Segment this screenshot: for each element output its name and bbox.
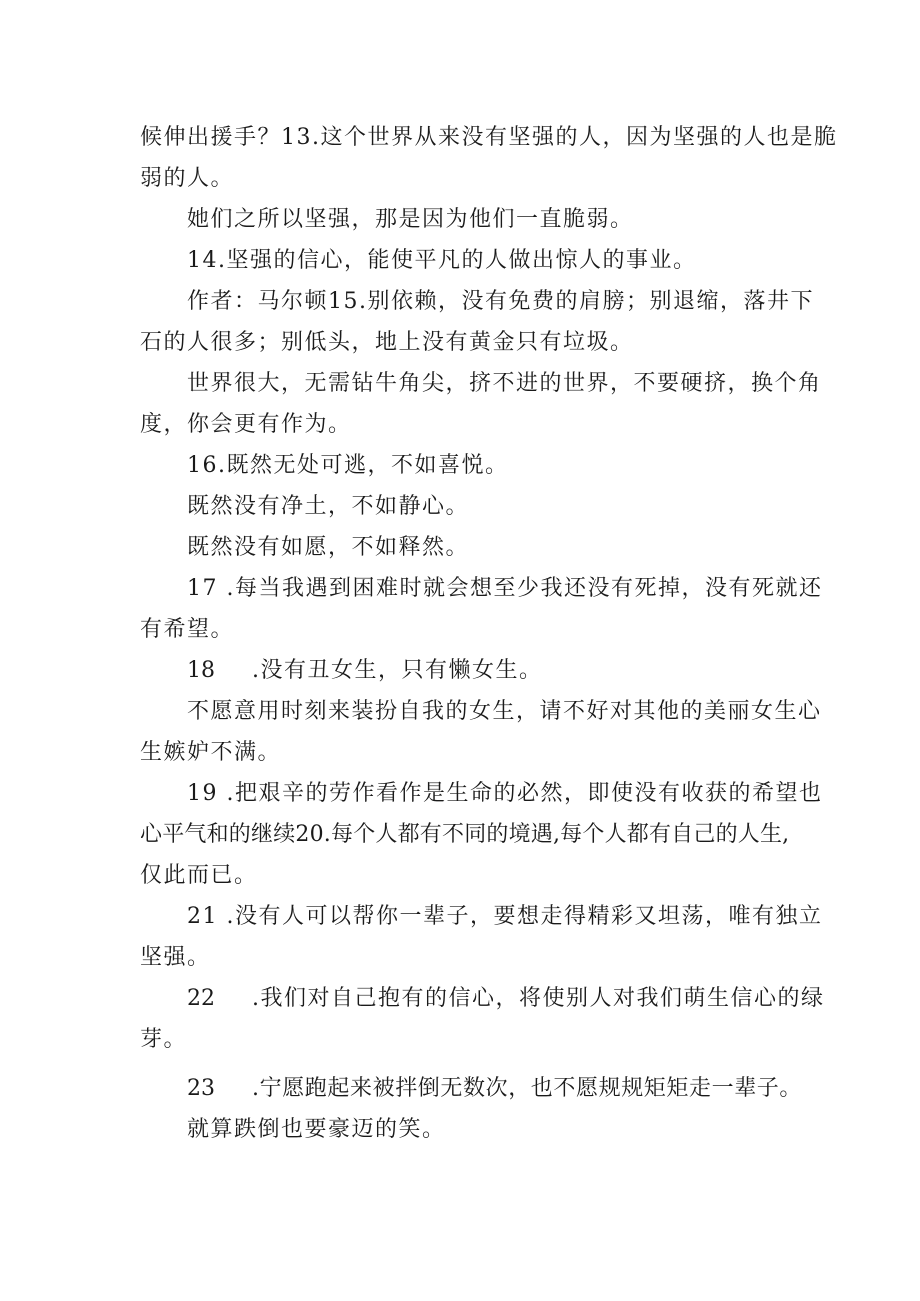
text-line: 生嫉妒不满。 [140, 740, 282, 765]
text-line: 既然没有净土，不如静心。 [187, 494, 470, 519]
text-line: 17 .每当我遇到困难时就会想至少我还没有死掉，没有死就还 [187, 576, 823, 601]
text-line: 她们之所以坚强，那是因为他们一直脆弱。 [187, 207, 634, 232]
text-line: 候伸出援手？13.这个世界从来没有坚强的人，因为坚强的人也是脆 [140, 125, 838, 150]
text-line: 有希望。 [140, 617, 235, 642]
text-line: 世界很大，无需钻牛角尖，挤不进的世界，不要硬挤，换个角 [187, 371, 822, 396]
text-line: 芽。 [140, 1027, 188, 1052]
item-number: 22 [187, 986, 215, 1011]
text-line: 不愿意用时刻来装扮自我的女生，请不好对其他的美丽女生心 [187, 699, 822, 724]
text-line: 心平气和的继续20.每个人都有不同的境遇,每个人都有自己的人生, [140, 822, 790, 847]
text-line: 坚强。 [140, 945, 211, 970]
text-line: .宁愿跑起来被拌倒无数次，也不愿规规矩矩走一辈子。 [252, 1076, 802, 1101]
text-line: 度，你会更有作为。 [140, 412, 352, 437]
text-line: 就算跌倒也要豪迈的笑。 [187, 1117, 446, 1142]
text-line: 仅此而已。 [140, 863, 258, 888]
text-line: 弱的人。 [140, 166, 235, 191]
text-line: 21 .没有人可以帮你一辈子，要想走得精彩又坦荡，唯有独立 [187, 904, 823, 929]
item-number: 18 [187, 658, 215, 683]
text-line: 14.坚强的信心，能使平凡的人做出惊人的事业。 [187, 248, 697, 273]
text-line: 既然没有如愿，不如释然。 [187, 535, 470, 560]
text-line: .我们对自己抱有的信心，将使别人对我们萌生信心的绿 [252, 986, 825, 1011]
text-line: 16.既然无处可逃，不如喜悦。 [187, 453, 509, 478]
text-line: 19 .把艰辛的劳作看作是生命的必然，即使没有收获的希望也 [187, 781, 823, 806]
text-line: 作者：马尔顿15.别依赖，没有免费的肩膀；别退缩，落井下 [187, 289, 814, 314]
text-line: .没有丑女生，只有懒女生。 [252, 658, 543, 683]
item-number: 23 [187, 1076, 215, 1101]
text-line: 石的人很多；别低头，地上没有黄金只有垃圾。 [140, 330, 634, 355]
